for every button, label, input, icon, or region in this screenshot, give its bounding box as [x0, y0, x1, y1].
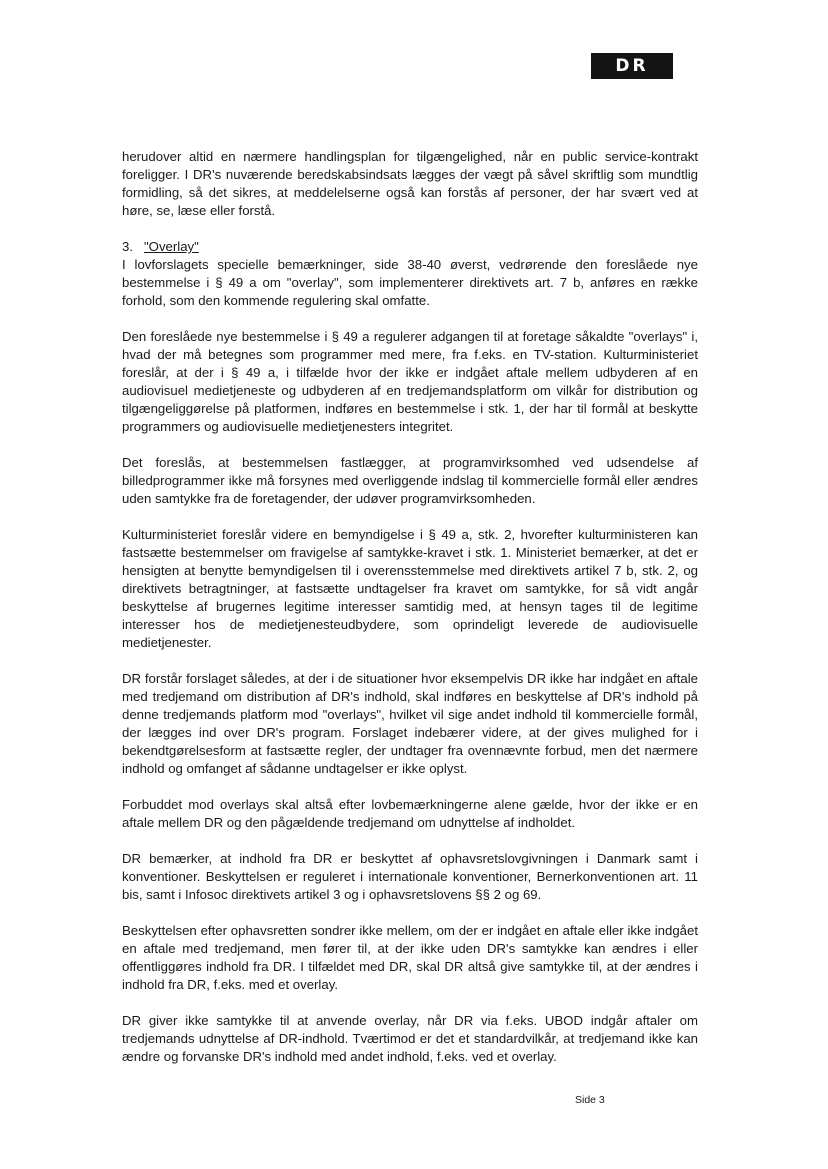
section-heading	[122, 238, 698, 256]
paragraph: herudover altid en nærmere handlingsplan for tilgængelighed, når en public service-kontrakt foreligger. I DR's nuværende beredskabsindsats lægges der vægt på såvel skriftlig som mundtlig formidling, så det sikres, at meddelelserne også kan forstås af personer, der har svært ved at høre, se, læse eller forstå.	[122, 149, 698, 218]
paragraph: Det foreslås, at bestemmelsen fastlægger, at programvirksomhed ved udsendelse af billedprogrammer ikke må forsynes med overliggende indslag til kommercielle formål eller ændres uden samtykke fra de foretagender, der udøver programvirksomheden.	[122, 455, 698, 506]
document-body	[122, 148, 698, 1066]
page-number: Side 3	[575, 1094, 605, 1106]
paragraph: Forbuddet mod overlays skal altså efter lovbemærkningerne alene gælde, hvor der ikke er en aftale mellem DR og den pågældende tredjemand om udnyttelse af indholdet.	[122, 797, 698, 830]
paragraph: Kulturministeriet foreslår videre en bemyndigelse i § 49 a, stk. 2, hvorefter kulturministeren kan fastsætte bestemmelser om fravigelse af samtykke-kravet i stk. 1. Ministeriet bemærker, at det er hensigten at benytte bemyndigelsen til i overensstemmelse med direktivets artikel 7 b, stk. 2, og direktivets betragtninger, at fastsætte undtagelser fra kravet om samtykke, for så vidt angår beskyttelse af brugernes legitime interesser samtidig med, at hensyn tages til de legitime interesser hos de medietjenesteudbydere, som oprindeligt leverede de audiovisuelle medietjenester.	[122, 527, 698, 650]
section-title: "Overlay"	[144, 239, 199, 254]
paragraph: DR forstår forslaget således, at der i de situationer hvor eksempelvis DR ikke har indgået en aftale med tredjemand om distribution af DR's indhold, skal indføres en beskyttelse af DR's indhold på denne tredjemands platform mod "overlays", hvilket vil sige andet indhold til kommercielle formål, der lægges ind over DR's program. Forslaget indebærer videre, at der gives mulighed for i bekendtgørelsesform at fastsætte regler, der undtager fra ovennævnte forbud, men det nærmere indhold og omfanget af sådanne undtagelser er ikke oplyst.	[122, 671, 698, 776]
paragraph: DR bemærker, at indhold fra DR er beskyttet af ophavsretslovgivningen i Danmark samt i konventioner. Beskyttelsen er reguleret i internationale konventioner, Bernerkonventionen art. 11 bis, samt i Infosoc direktivets artikel 3 og i ophavsretslovens §§ 2 og 69.	[122, 851, 698, 902]
dr-logo: DR	[591, 53, 673, 79]
paragraph: Beskyttelsen efter ophavsretten sondrer ikke mellem, om der er indgået en aftale eller ikke indgået en aftale med tredjemand, men fører til, at der ikke uden DR's samtykke kan ændres i eller offentliggøres indhold fra DR. I tilfældet med DR, skal DR altså give samtykke til, at der ændres i indhold fra DR, f.eks. med et overlay.	[122, 923, 698, 992]
paragraph: Den foreslåede nye bestemmelse i § 49 a regulerer adgangen til at foretage såkaldte "overlays" i, hvad der må betegnes som programmer med mere, fra f.eks. en TV-station. Kulturministeriet foreslår, at der i § 49 a, i tilfælde hvor der ikke er indgået aftale mellem udbyderen af en audiovisuel medietjeneste og udbyderen af en tredjemandsplatform om vilkår for distribution og tilgængeliggørelse på platformen, indføres en bestemmelse i stk. 1, der har til formål at beskytte programmers og audiovisuelle medietjenesters integritet.	[122, 329, 698, 434]
paragraph: DR giver ikke samtykke til at anvende overlay, når DR via f.eks. UBOD indgår aftaler om tredjemands udnyttelse af DR-indhold. Tværtimod er det et standardvilkår, at tredjemand ikke kan ændre og forvanske DR's indhold med andet indhold, f.eks. ved et overlay.	[122, 1013, 698, 1064]
paragraph: I lovforslagets specielle bemærkninger, side 38-40 øverst, vedrørende den foreslåede nye bestemmelse i § 49 a om "overlay", som implementerer direktivets art. 7 b, anføres en række forhold, som den kommende regulering skal omfatte.	[122, 257, 698, 308]
section-number: 3.	[122, 239, 133, 254]
